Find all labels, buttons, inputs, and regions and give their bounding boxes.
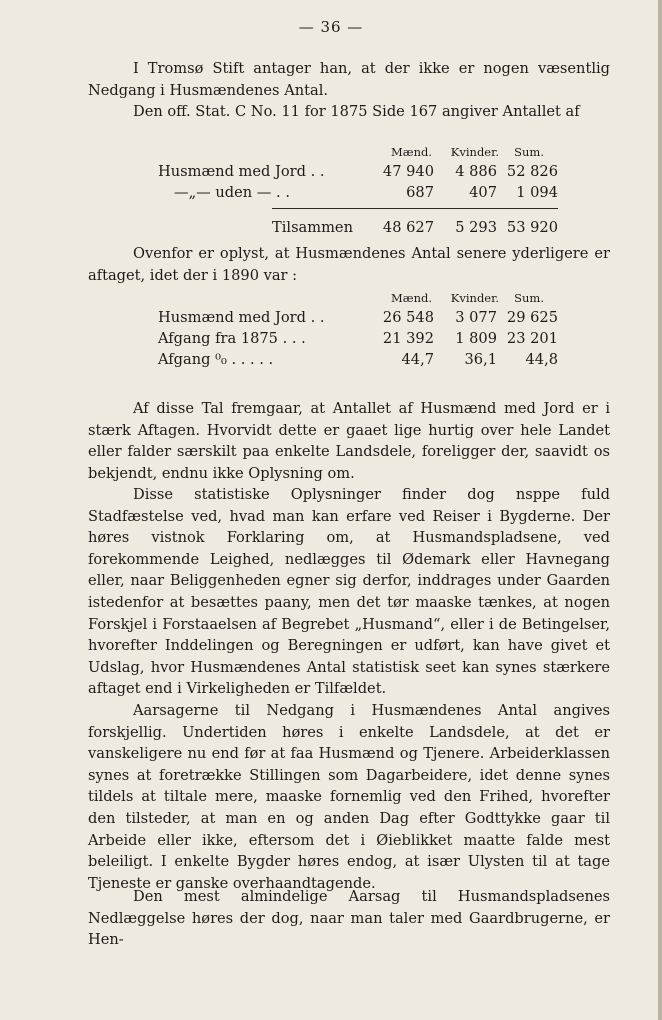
cell-sum: 53 920 [506,219,558,236]
cell-women: 36,1 [464,351,497,368]
col-header-women: Kvinder. [450,291,499,305]
row-label: Husmænd med Jord . . [158,309,325,326]
row-label: —„— uden — . . [174,184,290,201]
total-row [88,219,558,240]
page-edge [658,0,662,1020]
body-paragraph-1: Af disse Tal fremgaar, at Antallet af Husmænd med Jord er i stærk Aftagen. Hvorvidt dette er gaaet lige hurtig over hele Landet eller falder særskilt paa enkelte Landsdele, foreligger der, saavidt os bekjendt, endnu ikke Oplysning om. [88,400,610,482]
cell-sum: 44,8 [525,351,558,368]
cell-sum: 1 094 [516,184,558,201]
cell-women: 5 293 [455,219,497,236]
cell-men: 26 548 [382,309,434,326]
cell-women: 1 809 [455,330,497,347]
col-header-men: Mænd. [390,145,432,159]
cell-sum: 23 201 [506,330,558,347]
cell-men: 687 [406,184,434,201]
table-row [88,184,558,205]
cell-women: 3 077 [455,309,497,326]
table-1890 [88,291,558,372]
table-row [88,163,558,184]
cell-sum: 52 826 [506,163,558,180]
between-paragraph: Ovenfor er oplyst, at Husmændenes Antal senere yderligere er aftaget, idet der i 1890 var : [88,245,610,284]
page-number: — 36 — [298,18,364,36]
cell-men: 44,7 [401,351,434,368]
cell-sum: 29 625 [506,309,558,326]
cell-men: 48 627 [382,219,434,236]
body-paragraph-3: Aarsagerne til Nedgang i Husmændenes Antal angives forskjellig. Undertiden høres i enkelte Landsdele, at det er vanskeligere nu end før at faa Husmænd og Tjenere. Arbeiderklassen synes at foretrække Stillingen som Dagarbeidere, idet denne synes tildels at tiltale mere, maaske fornemlig ved den Frihed, hvorefter den tilsteder, at man en og anden Dag efter Godttykke gaar til Arbeide eller ikke, eftersom det i Øieblikket maatte falde mest beleiligt. I enkelte Bygder høres endog, at især Ulysten til at tage Tjeneste er ganske overhaandtagende. [88,702,610,892]
sum-rule [272,208,558,209]
source-reference: Den off. Stat. C No. 11 for 1875 Side 167 angiver Antallet af [133,103,580,120]
cell-women: 407 [469,184,497,201]
row-label: Afgang fra 1875 . . . [158,330,306,347]
cell-women: 4 886 [455,163,497,180]
row-label: Husmænd med Jord . . [158,163,325,180]
body-paragraph-4: Den mest almindelige Aarsag til Husmandspladsenes Nedlæggelse høres der dog, naar man taler med Gaardbrugerne, er Hen- [88,888,610,949]
col-header-men: Mænd. [390,291,432,305]
col-header-sum: Sum. [514,145,544,159]
table-row [88,351,558,372]
table-header [88,291,558,309]
table-1875 [88,145,558,240]
intro-paragraph: I Tromsø Stift antager han, at der ikke er nogen væsentlig Nedgang i Husmændenes Antal. [88,60,610,99]
table-header [88,145,558,163]
body-paragraph-2: Disse statistiske Oplysninger finder dog nsppe fuld Stadfæstelse ved, hvad man kan erfare ved Reiser i Bygderne. Der høres vistnok Forklaring om, at Husmandspladsene, ved forekommende Leighed, nedlægges til Ødemark eller Havnegang eller, naar Beliggenheden egner sig derfor, inddrages under Gaarden istedenfor at besættes paany, men det tør maaske tænkes, at nogen Forskjel i Forstaaelsen af Begrebet „Husmand“, eller i de Betingelser, hvorefter Inddelingen og Beregningen er udført, kan have givet et Udslag, hvor Husmændenes Antal statistisk seet kan synes stærkere aftaget end i Virkeligheden er Tilfældet. [88,486,610,698]
col-header-women: Kvinder. [450,145,499,159]
total-label: Tilsammen [272,219,353,236]
table-row [88,330,558,351]
table-row [88,309,558,330]
cell-men: 47 940 [382,163,434,180]
cell-men: 21 392 [382,330,434,347]
row-label: Afgang ⁰₀ . . . . . [158,351,274,368]
col-header-sum: Sum. [514,291,544,305]
